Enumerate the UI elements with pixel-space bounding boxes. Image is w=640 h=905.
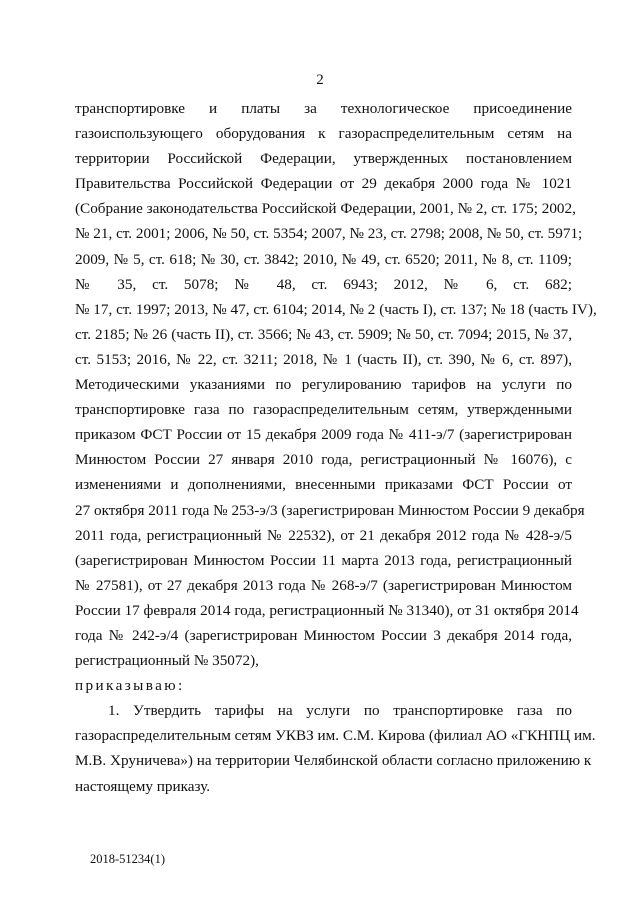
text-line: территории Российской Федерации, утвержденных постановлением bbox=[75, 150, 572, 168]
text-line: ст. 2185; № 26 (часть II), ст. 3566; № 43, ст. 5909; № 50, ст. 7094; 2015, № 37, bbox=[75, 325, 572, 343]
text-line: 1. Утвердить тарифы на услуги по транспортировке газа по bbox=[108, 702, 572, 720]
text-line: № 35, ст. 5078; № 48, ст. 6943; 2012, № 6, ст. 682; bbox=[75, 275, 572, 293]
text-line: ст. 5153; 2016, № 22, ст. 3211; 2018, № 1 (часть II), ст. 390, № 6, ст. 897), bbox=[75, 350, 572, 368]
text-line: № 27581), от 27 декабря 2013 года № 268-э/7 (зарегистрирован Минюстом bbox=[75, 576, 572, 594]
text-line: 2011 года, регистрационный № 22532), от 21 декабря 2012 года № 428-э/5 bbox=[75, 526, 572, 544]
text-line: года № 242-э/4 (зарегистрирован Минюстом России 3 декабря 2014 года, bbox=[75, 626, 572, 644]
text-line: 2009, № 5, ст. 618; № 30, ст. 3842; 2010, № 49, ст. 6520; 2011, № 8, ст. 1109; bbox=[75, 250, 572, 268]
text-line: регистрационный № 35072), bbox=[75, 652, 259, 670]
text-line: приказом ФСТ России от 15 декабря 2009 года № 411-э/7 (зарегистрирован bbox=[75, 426, 572, 444]
text-line: настоящему приказу. bbox=[75, 777, 211, 795]
text-line: Методическими указаниями по регулированию тарифов на услуги по bbox=[75, 376, 572, 394]
text-line: Правительства Российской Федерации от 29 декабря 2000 года № 1021 bbox=[75, 175, 572, 193]
page-number: 2 bbox=[316, 72, 324, 88]
text-line: (зарегистрирован Минюстом России 11 марта 2013 года, регистрационный bbox=[75, 551, 572, 569]
order-word: приказываю: bbox=[75, 677, 185, 695]
text-line: России 17 февраля 2014 года, регистрационный № 31340), от 31 октября 2014 bbox=[75, 601, 579, 619]
text-line: (Собрание законодательства Российской Федерации, 2001, № 2, ст. 175; 2002, bbox=[75, 200, 576, 218]
text-line: М.В. Хруничева») на территории Челябинской области согласно приложению к bbox=[75, 752, 592, 770]
text-line: транспортировке газа по газораспределительным сетям, утвержденными bbox=[75, 401, 572, 419]
text-line: № 17, ст. 1997; 2013, № 47, ст. 6104; 2014, № 2 (часть I), ст. 137; № 18 (часть IV), bbox=[75, 300, 597, 318]
text-line: транспортировке и платы за технологическое присоединение bbox=[75, 100, 572, 117]
document-code: 2018-51234(1) bbox=[90, 852, 165, 866]
text-line: Минюстом России 27 января 2010 года, регистрационный № 16076), с bbox=[75, 451, 572, 469]
text-line: № 21, ст. 2001; 2006, № 50, ст. 5354; 2007, № 23, ст. 2798; 2008, № 50, ст. 5971; bbox=[75, 225, 583, 243]
text-line: газоиспользующего оборудования к газораспределительным сетям на bbox=[75, 125, 572, 143]
document-body bbox=[75, 96, 597, 799]
text-line: изменениями и дополнениями, внесенными приказами ФСТ России от bbox=[75, 476, 572, 494]
text-line: 27 октября 2011 года № 253-э/3 (зарегистрирован Минюстом России 9 декабря bbox=[75, 501, 585, 519]
text-line: газораспределительным сетям УКВЗ им. С.М. Кирова (филиал АО «ГКНПЦ им. bbox=[75, 727, 596, 745]
